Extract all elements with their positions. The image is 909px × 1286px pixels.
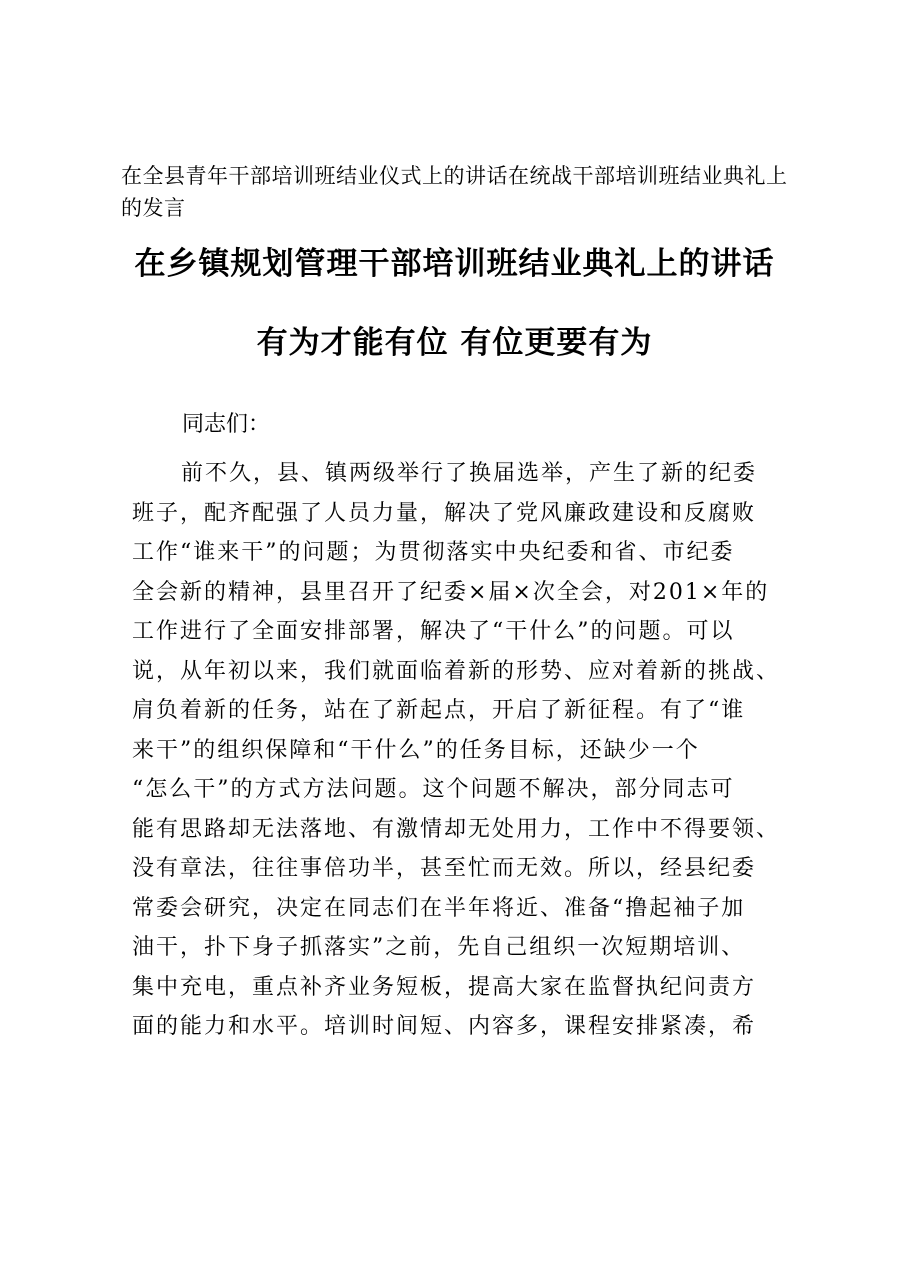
salutation: 同志们： bbox=[182, 412, 271, 437]
body-line: 肩负着新的任务，站在了新起点，开启了新征程。有了“谁 bbox=[132, 698, 746, 723]
body-line: 全会新的精神，县里召开了纪委×届×次全会，对201×年的 bbox=[132, 579, 770, 605]
body-line: 工作进行了全面安排部署，解决了“干什么”的问题。可以 bbox=[132, 619, 735, 644]
header-note: 在全县青年干部培训班结业仪式上的讲话在统战干部培训班结业典礼上的发言 bbox=[121, 164, 788, 220]
body-line: 集中充电，重点补齐业务短板，提高大家在监督执纪问责方 bbox=[132, 974, 757, 1000]
body-line: 说，从年初以来，我们就面临着新的形势、应对着新的挑战、 bbox=[132, 658, 781, 684]
document-subtitle: 有为才能有位 有位更要有为 bbox=[256, 325, 653, 361]
body-line: 常委会研究，决定在同志们在半年将近、准备“撸起袖子加 bbox=[132, 895, 746, 921]
body-line: 能有思路却无法落地、有激情却无处用力，工作中不得要领、 bbox=[132, 816, 781, 842]
body-line: 前不久，县、镇两级举行了换届选举，产生了新的纪委 bbox=[181, 461, 758, 486]
body-line: 来干”的组织保障和“干什么”的任务目标，还缺少一个 bbox=[132, 737, 700, 763]
body-line: 班子，配齐配强了人员力量，解决了党风廉政建设和反腐败 bbox=[132, 500, 757, 526]
body-line: 没有章法，往往事倍功半，甚至忙而无效。所以，经县纪委 bbox=[132, 856, 757, 881]
body-paragraph bbox=[132, 454, 796, 1047]
body-line: “怎么干”的方式方法问题。这个问题不解决，部分同志可 bbox=[132, 777, 735, 802]
body-line: 面的能力和水平。培训时间短、内容多，课程安排紧凑，希 bbox=[132, 1014, 757, 1039]
body-line: 油干，扑下身子抓落实”之前，先自己组织一次短期培训、 bbox=[132, 935, 746, 960]
document-title: 在乡镇规划管理干部培训班结业典礼上的讲话 bbox=[134, 246, 775, 282]
body-line: 工作“谁来干”的问题；为贯彻落实中央纪委和省、市纪委 bbox=[132, 540, 735, 565]
